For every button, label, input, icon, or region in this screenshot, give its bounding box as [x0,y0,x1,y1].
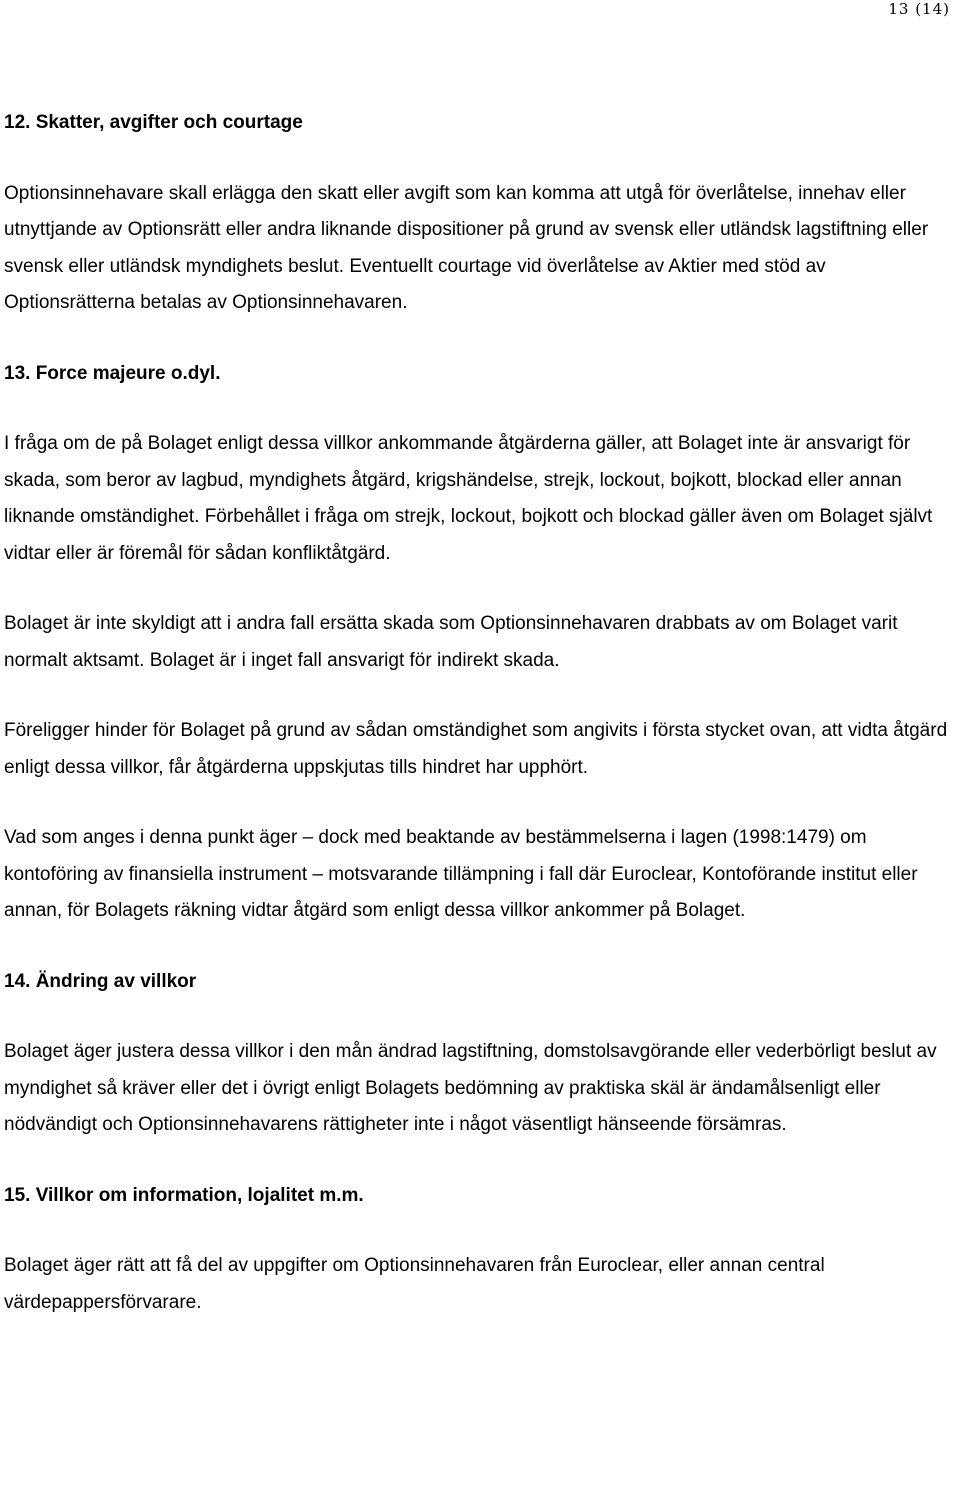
section-heading: 13. Force majeure o.dyl. [4,362,221,384]
paragraph: Bolaget äger justera dessa villkor i den mån ändrad lagstiftning, domstolsavgörande eller vederbörligt beslut av myndighet så kräver eller det i övrigt enligt Bolagets bedömning av praktiska skäl är ändamålsenligt eller nödvändigt och Optionsinnehavarens rättigheter inte i något väsentligt hänseende försämras. [4,1041,937,1135]
section-13 [4,356,956,930]
section-12 [4,105,956,322]
paragraph: Bolaget är inte skyldigt att i andra fall ersätta skada som Optionsinnehavaren drabbats av om Bolaget varit normalt aktsamt. Bolaget är i inget fall ansvarigt för indirekt skada. [4,613,898,671]
document-body [4,105,956,1355]
paragraph: Föreligger hinder för Bolaget på grund av sådan omständighet som angivits i första stycket ovan, att vidta åtgärd enligt dessa villkor, får åtgärderna uppskjutas tills hindret har upphört. [4,720,948,778]
paragraph: Vad som anges i denna punkt äger – dock med beaktande av bestämmelserna i lagen (1998:1479) om kontoföring av finansiella instrument – motsvarande tillämpning i fall där Euroclear, Kontoförande institut eller annan, för Bolagets räkning vidtar åtgärd som enligt dessa villkor ankommer på Bolaget. [4,827,918,921]
section-heading: 15. Villkor om information, lojalitet m.m. [4,1184,364,1206]
section-14 [4,964,956,1144]
section-heading: 12. Skatter, avgifter och courtage [4,112,303,133]
paragraph: Bolaget äger rätt att få del av uppgifter om Optionsinnehavaren från Euroclear, eller annan central värdepappersförvarare. [4,1255,825,1313]
page-number: 13 (14) [888,0,950,18]
paragraph: Optionsinnehavare skall erlägga den skatt eller avgift som kan komma att utgå för överlåtelse, innehav eller utnyttjande av Optionsrätt eller andra liknande dispositioner på grund av svensk eller utländsk lagstiftning eller svensk eller utländsk myndighets beslut. Eventuellt courtage vid överlåtelse av Aktier med stöd av Optionsrätterna betalas av Optionsinnehavaren. [4,182,929,313]
paragraph: I fråga om de på Bolaget enligt dessa villkor ankommande åtgärderna gäller, att Bolaget inte är ansvarigt för skada, som beror av lagbud, myndighets åtgärd, krigshändelse, strejk, lockout, bojkott, blockad eller annan liknande omständighet. Förbehållet i fråga om strejk, lockout, bojkott och blockad gäller även om Bolaget självt vidtar eller är föremål för sådan konfliktåtgärd. [4,433,933,564]
section-15 [4,1178,956,1322]
section-heading: 14. Ändring av villkor [4,970,197,992]
